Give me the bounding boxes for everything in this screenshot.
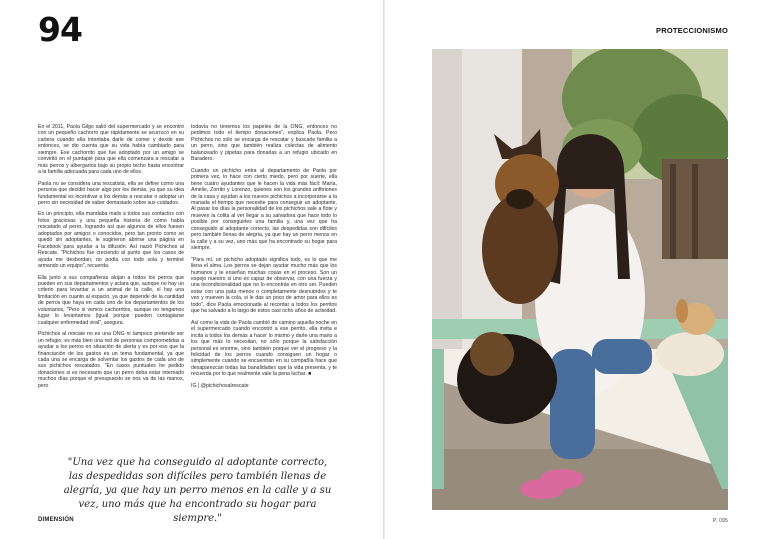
paragraph: Cuando un pichicho entra al departamento de Paola por primera vez, lo hace con cierto miedo, pero por suerte, ella tiene cuatro ayudantes que le hacen la vida más fácil: María, Amelie, Zorrito y Lorenzo, quienes son los grandes anfitriones de la casa y ayudan a los nuevos pichichos a incorporarse a la manada el tiempo que necesite para conseguir un adoptante. Al pasar los días la personalidad de los pichichos sale a flote y mueven la colita al ver llegar a su salvadora que hace todo lo posible por conseguirles una familia y, una vez que ha conseguido al adoptante correcto, las despedidas son difíciles pero también llenas de alegría, ya que hay un perro menos en la calle y a su vez, uno más que ha encontrado su hogar para siempre. (191, 167, 337, 252)
article-column-1 (38, 124, 184, 394)
page-gutter (383, 0, 385, 539)
section-title: PROTECCIONISMO (656, 26, 728, 35)
magazine-logo: DIMENSIÓN (38, 517, 74, 523)
instagram-handle: IG | @pichichosalrescate (191, 382, 249, 389)
paragraph: todavía no tenemos los papeles de la ONG, entonces no pedimos todo el tiempo donaciones", explica Paola. Pero Pichichos no sólo se encarga de rescatar y buscarle familia a un perro, sino que también realiza colectas de alimento balanceado y pipetas para donarlas a un refugio ubicado en Baradero. (191, 124, 337, 163)
page-number: 94 (38, 10, 82, 49)
feature-photo (432, 49, 728, 510)
paragraph: En el 2011, Paola Gilgo salió del supermercado y se encontró con un pequeño cachorro que rápidamente se acurrucó en su cartera cuando ella intentaba darle de comer y desde ese entonces, se dio cuenta que su vida había cambiado para siempre. Ese cachorrito que fue adoptado por un amigo se convirtió en el puntapié para que ella comenzara a rescatar a más perros y albergarlos bajo su propio techo hasta encontrar a la familia adecuada para cada uno de ellos. (38, 124, 184, 176)
paragraph: Pichichos al rescate no es una ONG ni tampoco pretende ser un refugio, es más bien una red de personas comprometidas a ayudar a los perros en situación de alerta y es por eso que la financiación de los gastos es un tema fundamental, ya que cada una se encarga de solventar los gastos de cada uno de sus pichichos rescatados. "En casos puntuales he pedido donaciones si es necesario que un perro deba estar internado muchos días porque el presupuesto se nos va de las manos, pero (38, 331, 184, 389)
photo-illustration (432, 49, 728, 510)
paragraph: Ella junto a sus compañeras alojan a todos los perros que pueden en sus departamentos y aclara que, aunque no hay un criterio para levantar a un animal de la calle, sí hay una limitación en cuanto al espacio, ya que depende de la cantidad de perros que haya en cada uno de los departamentos de los voluntarios, "Pero si vemos cachorritos, aunque no tengamos lugar lo levantamos (igual porque pueden contagiarse cualquier enfermedad viral", asegura. (38, 274, 184, 326)
paragraph: En un principio, ella mandaba mails a todos sus contactos con fotos graciosas y una pequeña historia de cómo había rescatado al perro, logrando así que algunos de ellos fuesen adoptados por amigos o conocidos, pero tan pronto como se quedó sin adoptantes, le sugirieron abrirse una página en Facebook para ayudar a la difusión. Así nació Pichichos al Rescate. "Pichichos fue creciendo al punto que los casos de ayuda me desbordan, no podía con todo sola y terminé armando un equipo", recuerda. (38, 211, 184, 270)
paragraph: Paola no se considera una rescatista, ella se define como una persona que decidió hacer algo por los demás, ya que su idea fundamental es incentivar a los demás a rescatar o adoptar un perro sin necesidad de saber demasiado sobre sus cuidados. (38, 180, 184, 206)
pull-quote: "Una vez que ha conseguido al adoptante correcto, las despedidas son difíciles pero también llenas de alegría, ya que hay un perro menos en la calle y a su vez, uno más que ha encontrado su hogar para siempre." (63, 457, 332, 524)
paragraph: "Para mí, un pichicho adoptado significa todo, es lo que me llena el alma. Los perros se dejan ayudar mucho más que los humanos y te enseñan muchas cosas en el proceso. Son un espejo nuestro si uno es capaz de observar, con una fuerza y una incondicionalidad que no lo encontrás en otro ser. Pueden estar con una pata menos o completamente desnutridos y te ven y mueven la cola, si le das un poco de amor para ellos es todo", dice Paola emocionada al recordar a todos los perritos que ha salvado a lo largo de estos casi ocho años de actividad. (191, 256, 337, 315)
folio: P. 095 (712, 518, 728, 524)
paragraph: Así como la vida de Paola cambió de camino aquella noche en el supermercado cuando encontró a ese perrito, ella invita e incita a todos los demás a hacer lo mismo y darle una mano a los que más lo necesitan, no sólo porque la satisfacción personal es enorme, sino también porque ver el progreso y la felicidad de los perros cuando consiguen un hogar o simplemente cuando se encuentran en su compañía hace que desaparezcan todas las banalidades que la vida presenta, y te recuerda por lo que realmente vale la pena luchar. ■ (191, 319, 337, 378)
article-column-2 (191, 124, 337, 394)
